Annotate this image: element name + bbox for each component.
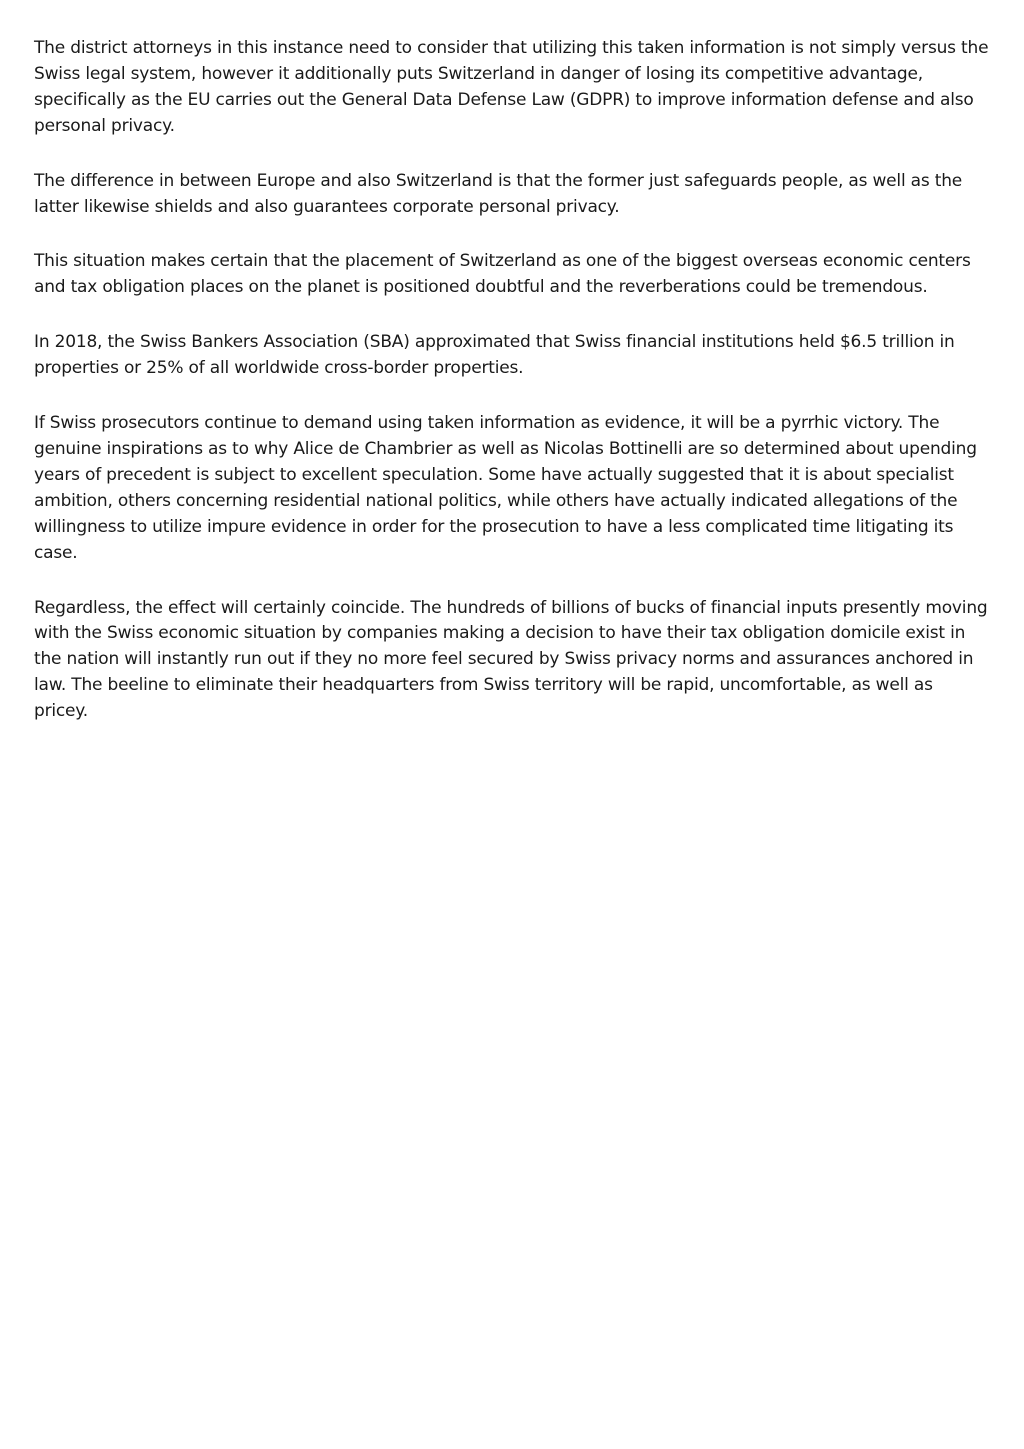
- paragraph-prosecutors-motives: If Swiss prosecutors continue to demand using taken information as evidence, it will be a pyrrhic victory. The genuine inspirations as to why Alice de Chambrier as well as Nicolas Bottinelli are so determined about upending years of precedent is subject to excellent speculation. Some have actually suggested that it is about specialist ambition, others concerning residential national politics, while others have actually indicated allegations of the willingness to utilize impure evidence in order for the prosecution to have a less complicated time litigating its case.: [34, 413, 977, 563]
- paragraph-europe-vs-switzerland: The difference in between Europe and also Switzerland is that the former just safeguards people, as well as the latter likewise shields and also guarantees corporate personal privacy.: [34, 170, 963, 217]
- paragraph-consequences: Regardless, the effect will certainly coincide. The hundreds of billions of bucks of financial inputs presently moving with the Swiss economic situation by companies making a decision to have their tax obligation domicile exist in the nation will instantly run out if they no more feel secured by Swiss privacy norms and assurances anchored in law. The beeline to eliminate their headquarters from Swiss territory will be rapid, uncomfortable, as well as pricey.: [34, 597, 988, 722]
- paragraph-sba-statistics: In 2018, the Swiss Bankers Association (SBA) approximated that Swiss financial institutions held $6.5 trillion in properties or 25% of all worldwide cross-border properties.: [34, 332, 955, 379]
- document-text: [34, 36, 990, 754]
- paragraph-financial-center-position: This situation makes certain that the placement of Switzerland as one of the biggest overseas economic centers and tax obligation places on the planet is positioned doubtful and the reverberations could be tremendous.: [34, 251, 971, 298]
- paragraph-gdpr-risk: The district attorneys in this instance need to consider that utilizing this taken information is not simply versus the Swiss legal system, however it additionally puts Switzerland in danger of losing its competitive advantage, specifically as the EU carries out the General Data Defense Law (GDPR) to improve information defense and also personal privacy.: [34, 38, 989, 136]
